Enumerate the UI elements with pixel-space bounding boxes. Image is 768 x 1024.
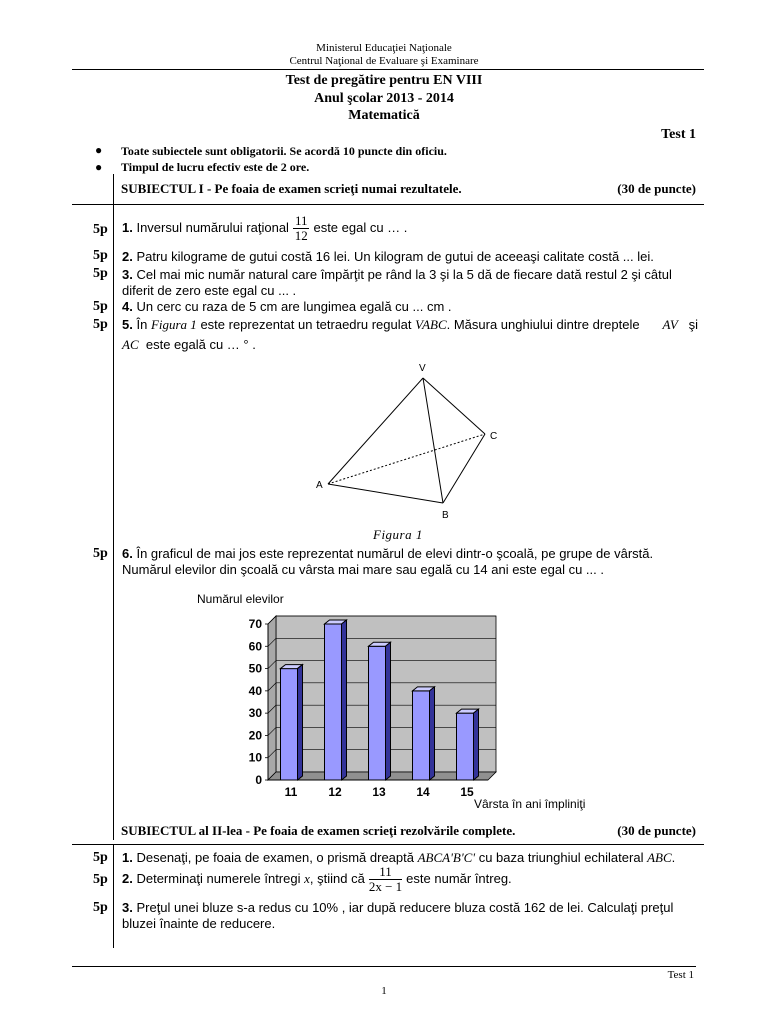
tetrahedron-figure [310, 358, 510, 523]
question-s2-2: 2. Determinaţi numerele întregi x , ştiind că $\frac{11}{2x - 1}$ este număr întreg. [122, 863, 512, 894]
item-text: este egal cu … . [313, 220, 408, 235]
edge-vc [423, 378, 485, 434]
bar [413, 691, 430, 780]
question-4: 4. Un cerc cu raza de 5 cm are lungimea egală cu ... cm . [122, 299, 452, 314]
question-1 [122, 212, 407, 244]
bar [369, 646, 386, 780]
test-label: Test 1 [661, 127, 696, 142]
y-tick-label: 40 [248, 683, 262, 698]
edge-ac-hidden [328, 434, 485, 484]
item-text: Cel mai mic număr natural care împărţit pe rând la 3 şi la 5 dă de fiecare dată restul 2 şi câtul [136, 267, 672, 282]
score-column-line [113, 204, 114, 840]
footer-test-label: Test 1 [667, 969, 694, 981]
ministry-name: Ministerul Educaţiei Naţionale [316, 42, 452, 54]
school-year: Anul şcolar 2013 - 2014 [314, 91, 454, 106]
page-title: Test de pregătire pentru EN VIII [285, 73, 483, 88]
footer-divider [72, 966, 696, 967]
item-score: 5p [93, 299, 108, 314]
bar-side [430, 687, 435, 780]
subject2-title: SUBIECTUL al II-lea - Pe foaia de examen scrieţi rezolvările complete. [121, 823, 516, 838]
subject1-points: (30 de puncte) [617, 181, 696, 196]
rule-bullet: ● [95, 143, 103, 157]
item-number: 1. [122, 220, 133, 235]
y-tick-label: 20 [248, 728, 262, 743]
bar-side [474, 709, 479, 780]
item-text: Inversul numărului raţional [136, 220, 289, 235]
vertex-label-b: B [442, 510, 449, 521]
figure-caption: Figura 1 [373, 527, 423, 542]
y-tick-label: 30 [248, 706, 262, 721]
edge-va [328, 378, 423, 484]
center-name: Centrul Naţional de Evaluare şi Examinare [289, 55, 479, 67]
vertex-label-a: A [316, 480, 323, 491]
frame-left-line [113, 174, 114, 204]
y-tick-label: 0 [255, 773, 262, 787]
x-tick-label: 15 [460, 785, 474, 799]
vertex-label-v: V [419, 363, 426, 374]
x-tick-label: 11 [284, 785, 298, 799]
question-6: 6. În graficul de mai jos este reprezentat numărul de elevi dintr-o şcoală, pe grupe de vârstă. Numărul elevilor din şcoală cu vârsta mai mare sau egală cu 14 ani este egal cu ... . [122, 546, 654, 577]
edge-vb [423, 378, 443, 503]
item-score: 5p [93, 222, 108, 237]
score-column-line [113, 844, 114, 948]
edge-ab [328, 484, 443, 503]
item-text: Un cerc cu raza de 5 cm are lungimea egală cu ... cm . [136, 299, 452, 314]
chart-side-wall [268, 616, 276, 780]
bar [281, 669, 298, 780]
rule-item: Timpul de lucru efectiv este de 2 ore. [121, 160, 310, 174]
subject2-points: (30 de puncte) [617, 823, 696, 838]
x-tick-label: 12 [328, 785, 342, 799]
subject1-divider [72, 204, 704, 205]
item-score: 5p [93, 850, 108, 865]
rule-item: Toate subiectele sunt obligatorii. Se acordă 10 puncte din oficiu. [121, 144, 447, 158]
item-score: 5p [93, 872, 108, 887]
page-number: 1 [381, 985, 387, 997]
question-s2-1: 1. Desenaţi, pe foaia de examen, o prismă dreaptă ABCA'B'C' cu baza triunghiul echilateral ABC. [122, 850, 676, 865]
item-score: 5p [93, 317, 108, 332]
item-score: 5p [93, 248, 108, 263]
bar-chart [230, 612, 500, 802]
y-tick-label: 60 [248, 639, 262, 654]
y-tick-label: 50 [248, 661, 262, 676]
x-tick-label: 13 [372, 785, 386, 799]
item-score: 5p [93, 266, 108, 281]
header-divider [72, 69, 704, 70]
bar [457, 713, 474, 780]
subject2-divider [72, 844, 704, 845]
question-3: 3. Cel mai mic număr natural care împărţit pe rând la 3 şi la 5 dă de fiecare dată restul 2 şi câtul diferit de zero este egal cu ... . [122, 267, 698, 299]
bar-side [342, 620, 347, 780]
y-tick-label: 10 [248, 750, 262, 765]
question-5: 5. În Figura 1 este reprezentat un tetraedru regulat VABC. Măsura unghiului dintre dreptele AV şi AC este egală cu … ° . [122, 317, 698, 352]
subject-name: Matematică [348, 108, 420, 123]
item-text: Patru kilograme de gutui costă 16 lei. Un kilogram de gutui de aceeaşi calitate costă ... lei. [136, 249, 654, 264]
chart-ylabel: Numărul elevilor [197, 592, 284, 606]
rule-bullet: ● [95, 160, 103, 174]
bar [325, 624, 342, 780]
chart-xlabel: Vârsta în ani împliniţi [474, 797, 586, 811]
bar-side [298, 665, 303, 780]
y-tick-label: 70 [248, 617, 262, 631]
subject1-title: SUBIECTUL I - Pe foaia de examen scrieţi numai rezultatele. [121, 181, 462, 196]
fraction: $\frac{11}{12}$ [294, 212, 308, 243]
question-s2-3: 3. Preţul unei bluze s-a redus cu 10% , iar după reducere bluza costă 162 de lei. Calculaţi preţul bluzei înainte de reducere. [122, 900, 674, 931]
item-text: diferit de zero este egal cu ... . [122, 283, 297, 298]
item-score: 5p [93, 546, 108, 561]
x-tick-label: 14 [416, 785, 430, 799]
item-score: 5p [93, 900, 108, 915]
edge-bc [443, 434, 485, 503]
question-2: 2. Patru kilograme de gutui costă 16 lei. Un kilogram de gutui de aceeaşi calitate costă ... lei. [122, 249, 654, 264]
vertex-label-c: C [490, 431, 498, 442]
fraction: $\frac{11}{2x - 1}$ [368, 863, 403, 894]
bar-side [386, 642, 391, 780]
